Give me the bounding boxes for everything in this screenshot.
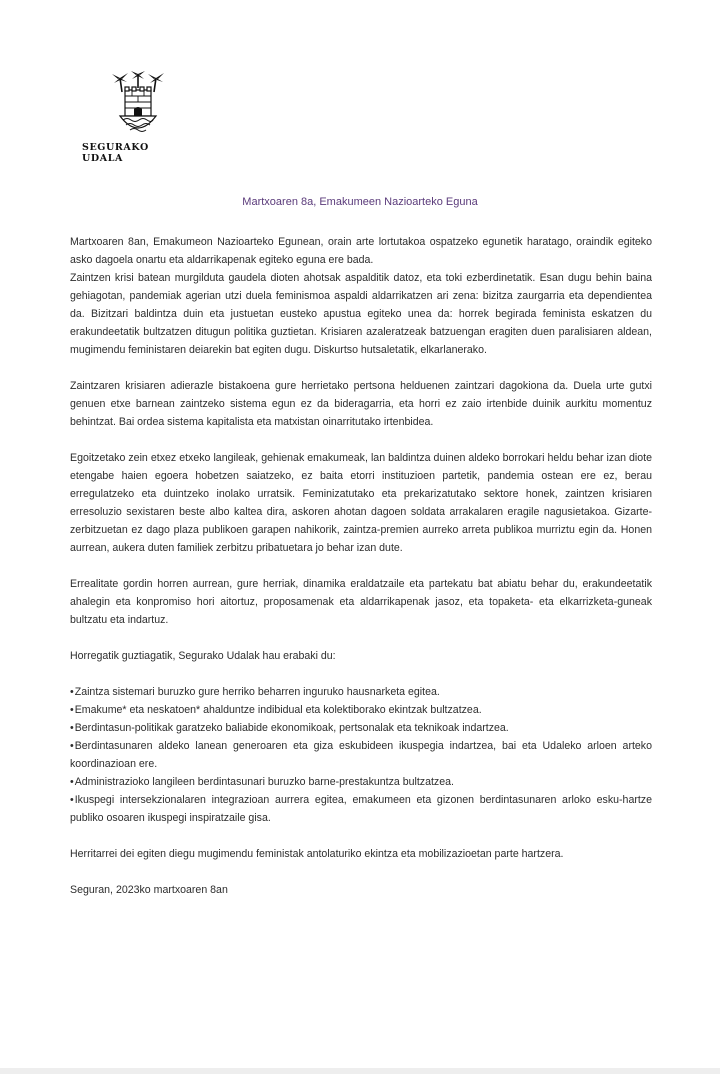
- list-item: [70, 683, 652, 701]
- bullet-mark: •: [70, 794, 74, 806]
- list-item: [70, 719, 652, 737]
- bullet-mark: •: [70, 722, 74, 734]
- bullet-mark: •: [70, 704, 74, 716]
- bullet-mark: •: [70, 740, 74, 752]
- paragraph-5-text: Horregatik guztiagatik, Segurako Udalak hau erabaki du:: [70, 650, 336, 662]
- paragraph-2-text: Zaintzaren krisiaren adierazle bistakoena gure herrietako pertsona helduenen zaintzari dagokiona da. Duela urte gutxi genuen etxe barnean zaintzeko sistema egun ez da bideragarria, eta horri ez zaio irtenbide duinik aurkitu momentuz behintzat. Bai ordea sistema kapitalista eta matxistan oinarritutako irtenbidea.: [70, 380, 652, 428]
- paragraph-3: [70, 449, 652, 557]
- list-item: [70, 791, 652, 827]
- list-item: [70, 701, 652, 719]
- list-item-text: Administrazioko langileen berdintasunari buruzko barne-prestakuntza bultzatzea.: [74, 776, 454, 788]
- paragraph-1-line-1: Martxoaren 8an, Emakumeon Nazioarteko Egunean, orain arte lortutakoa ospatzeko egunetik haratago, oraindik egiteko asko dagoela onartu eta aldarrikapenak egiteko eguna ere bada.: [70, 236, 652, 266]
- paragraph-2: [70, 377, 652, 431]
- logo-caption: SEGURAKO UDALA: [82, 142, 149, 164]
- decision-list: [70, 683, 652, 827]
- list-item-text: Emakume* eta neskatoen* ahalduntze indibidual eta kolektiborako ekintzak bultzatzea.: [74, 704, 482, 716]
- document-title: Martxoaren 8a, Emakumeen Nazioarteko Eguna: [242, 196, 478, 208]
- paragraph-4-text: Errealitate gordin horren aurrean, gure herriak, dinamika eraldatzaile eta partekatu bat abiatu behar du, erakundeetatik ahalegin eta konpromiso hori aitortuz, proposamenak eta aldarrikapenak jasoz, eta topaketa- eta elkarrizketa-guneak bultzatu eta indartuz.: [70, 578, 652, 626]
- coat-of-arms-icon: [108, 70, 168, 138]
- list-item: [70, 737, 652, 773]
- list-item-text: Ikuspegi intersekzionalaren integrazioan aurrera egitea, emakumeen eta gizonen berdintasunaren arloko esku-hartze publiko osoaren ikuspegi inspiratzaile gisa.: [70, 794, 652, 824]
- bullet-mark: •: [70, 686, 74, 698]
- list-item-text: Berdintasunaren aldeko lanean generoaren eta giza eskubideen ikuspegia indartzea, bai eta Udaleko arloen arteko koordinazioan ere.: [70, 740, 652, 770]
- signature-line: Seguran, 2023ko martxoaren 8an: [70, 884, 228, 896]
- municipal-logo: [82, 70, 192, 164]
- list-item-text: Berdintasun-politikak garatzeko baliabide ekonomikoak, pertsonalak eta teknikoak indartzea.: [74, 722, 509, 734]
- page-bottom-edge: [0, 1068, 720, 1074]
- paragraph-1-line-2: Zaintzen krisi batean murgilduta gaudela dioten ahotsak aspalditik datoz, eta toki ezberdinetatik. Esan dugu behin baina gehiagotan, pandemiak agerian utzi duela feminismoa aspaldi aldarrikatzen ari zena: bizitza zaurgarria eta dependientea da. Bizitzari baldintza duin eta justuetan eusteko apustua egiteko unea da: horrek begirada feminista eskatzen du erakundeetatik bultzatzen ditugun politika guztietan. Krisiaren azaleratzeak batzuengan eragiten duen paralisiaren aldean, mugimendu feministaren deiarekin bat egiten dugu. Diskurtso hutsaletatik, elkarlanerako.: [70, 272, 652, 356]
- list-item-text: Zaintza sistemari buruzko gure herriko beharren inguruko hausnarketa egitea.: [74, 686, 440, 698]
- paragraph-4: [70, 575, 652, 629]
- closing-paragraph: Herritarrei dei egiten diegu mugimendu feministak antolaturiko ekintza eta mobilizazioetan parte hartzera.: [70, 848, 564, 860]
- paragraph-1: [70, 233, 652, 359]
- list-item: [70, 773, 652, 791]
- bullet-mark: •: [70, 776, 74, 788]
- paragraph-5: [70, 647, 652, 665]
- document-body: [70, 233, 652, 917]
- paragraph-3-text: Egoitzetako zein etxez etxeko langileak, gehienak emakumeak, lan baldintza duinen aldeko borrokari heldu behar izan diote etengabe haien egoera hobetzen saiatzeko, ez baita etorri instituzioen partetik, pandemia ostean ere ez, berau erregulatzeko eta duintzeko inolako urratsik. Feminizatutako eta prekarizatutako sektore honek, zaintzen krisiaren erresoluzio sexistaren beste albo kaltea dira, askoren ahotan dagoen soldata arrakalaren eragile nagusietakoa. Gizarte-zerbitzuetan ez dago plaza publikoen garapen nahikorik, zaintza-premien aurreko arreta publikoa murriztu egin da. Honen aurrean, aukera duten familiek zerbitzu pribatuetara jo behar izan dute.: [70, 452, 652, 554]
